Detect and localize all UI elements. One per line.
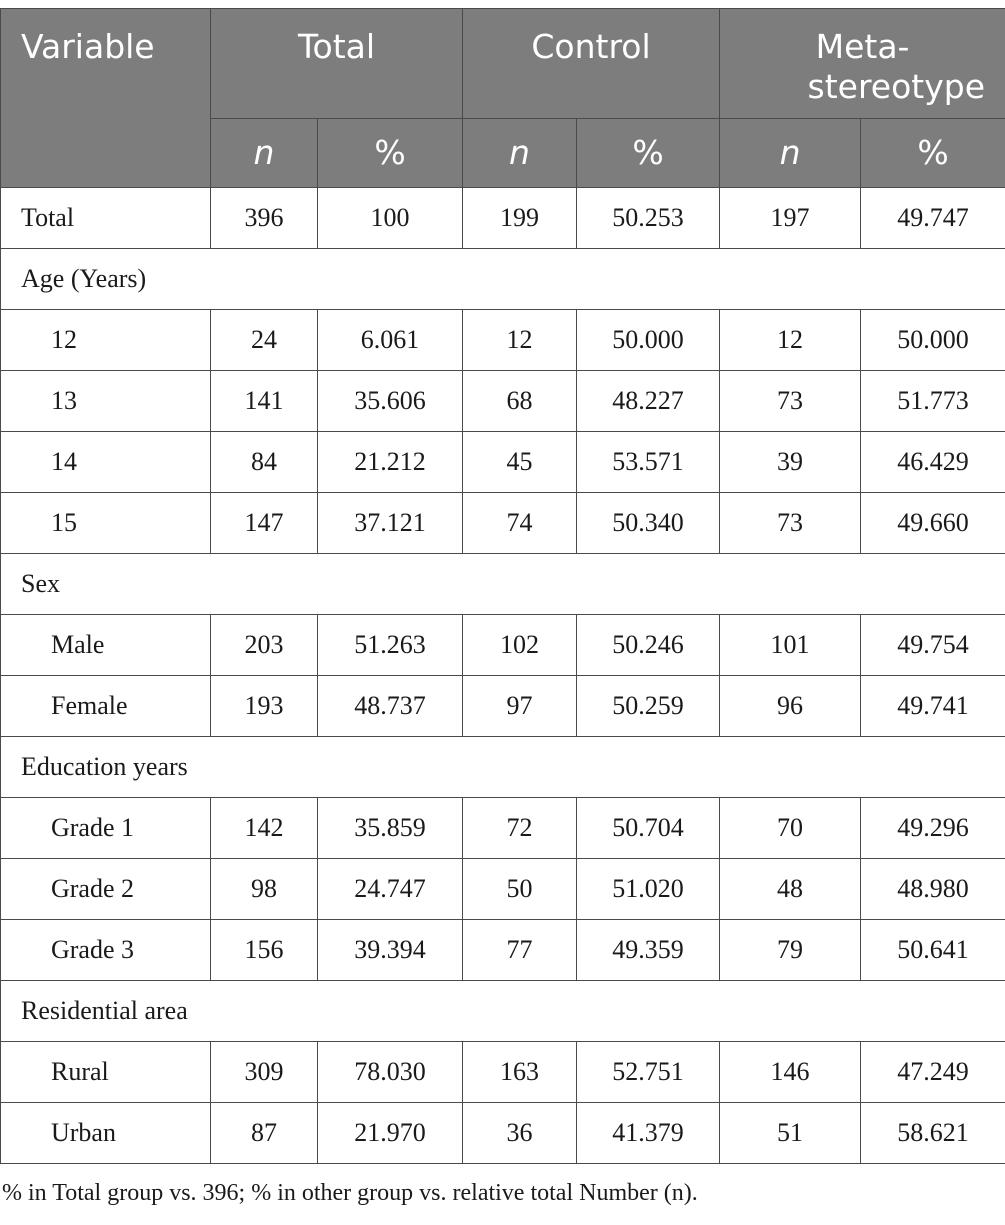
cell: 41.379 bbox=[577, 1103, 720, 1164]
cell: 96 bbox=[720, 676, 861, 737]
cell: 37.121 bbox=[318, 493, 463, 554]
section-title: Education years bbox=[1, 737, 1005, 798]
table-row-total bbox=[1, 188, 1005, 249]
cell: 50.704 bbox=[577, 798, 720, 859]
table-row bbox=[1, 920, 1005, 981]
cell: 39 bbox=[720, 432, 861, 493]
row-label: Male bbox=[1, 615, 211, 676]
table-row bbox=[1, 432, 1005, 493]
cell: 50.340 bbox=[577, 493, 720, 554]
cell: 48.737 bbox=[318, 676, 463, 737]
cell: 49.741 bbox=[861, 676, 1005, 737]
header-sub-n: n bbox=[211, 119, 318, 188]
section-title: Age (Years) bbox=[1, 249, 1005, 310]
row-label: Rural bbox=[1, 1042, 211, 1103]
cell: 203 bbox=[211, 615, 318, 676]
cell: 156 bbox=[211, 920, 318, 981]
cell: 50 bbox=[463, 859, 577, 920]
header-sub-percent: % bbox=[577, 119, 720, 188]
cell: 39.394 bbox=[318, 920, 463, 981]
cell: 73 bbox=[720, 371, 861, 432]
header-group-total: Total bbox=[211, 9, 463, 119]
cell: 51.773 bbox=[861, 371, 1005, 432]
header-group-meta-stereotype bbox=[720, 9, 1005, 119]
cell: 98 bbox=[211, 859, 318, 920]
cell: 49.747 bbox=[861, 188, 1005, 249]
cell: 21.212 bbox=[318, 432, 463, 493]
cell: 50.246 bbox=[577, 615, 720, 676]
cell: 72 bbox=[463, 798, 577, 859]
cell: 50.253 bbox=[577, 188, 720, 249]
cell: 24.747 bbox=[318, 859, 463, 920]
header-sub-percent: % bbox=[318, 119, 463, 188]
cell: 50.000 bbox=[577, 310, 720, 371]
cell: 197 bbox=[720, 188, 861, 249]
cell: 51 bbox=[720, 1103, 861, 1164]
cell: 147 bbox=[211, 493, 318, 554]
cell: 50.000 bbox=[861, 310, 1005, 371]
row-label: Urban bbox=[1, 1103, 211, 1164]
cell: 193 bbox=[211, 676, 318, 737]
cell: 49.359 bbox=[577, 920, 720, 981]
cell: 52.751 bbox=[577, 1042, 720, 1103]
section-title: Sex bbox=[1, 554, 1005, 615]
header-sub-percent: % bbox=[861, 119, 1005, 188]
cell: 49.296 bbox=[861, 798, 1005, 859]
section-row-education bbox=[1, 737, 1005, 798]
table-row bbox=[1, 615, 1005, 676]
cell: 78.030 bbox=[318, 1042, 463, 1103]
section-row-sex bbox=[1, 554, 1005, 615]
cell: 77 bbox=[463, 920, 577, 981]
cell: 50.641 bbox=[861, 920, 1005, 981]
table-row bbox=[1, 310, 1005, 371]
cell: 396 bbox=[211, 188, 318, 249]
cell: 49.754 bbox=[861, 615, 1005, 676]
cell: 58.621 bbox=[861, 1103, 1005, 1164]
cell: 101 bbox=[720, 615, 861, 676]
cell: 51.020 bbox=[577, 859, 720, 920]
cell: 35.859 bbox=[318, 798, 463, 859]
cell: 6.061 bbox=[318, 310, 463, 371]
cell: 12 bbox=[720, 310, 861, 371]
cell: 142 bbox=[211, 798, 318, 859]
cell: 70 bbox=[720, 798, 861, 859]
cell: 68 bbox=[463, 371, 577, 432]
cell: 102 bbox=[463, 615, 577, 676]
table-row bbox=[1, 859, 1005, 920]
table-row bbox=[1, 798, 1005, 859]
header-sub-n: n bbox=[720, 119, 861, 188]
cell: 141 bbox=[211, 371, 318, 432]
row-label: Grade 3 bbox=[1, 920, 211, 981]
cell: 24 bbox=[211, 310, 318, 371]
cell: 79 bbox=[720, 920, 861, 981]
row-label: 14 bbox=[1, 432, 211, 493]
cell: 87 bbox=[211, 1103, 318, 1164]
row-label: Total bbox=[1, 188, 211, 249]
table-header bbox=[1, 9, 1005, 188]
row-label: Grade 1 bbox=[1, 798, 211, 859]
row-label: Female bbox=[1, 676, 211, 737]
table-footnote: % in Total group vs. 396; % in other group vs. relative total Number (n). bbox=[2, 1180, 698, 1206]
header-variable: Variable bbox=[1, 9, 211, 188]
cell: 35.606 bbox=[318, 371, 463, 432]
cell: 45 bbox=[463, 432, 577, 493]
cell: 48.227 bbox=[577, 371, 720, 432]
table-row bbox=[1, 1042, 1005, 1103]
cell: 36 bbox=[463, 1103, 577, 1164]
cell: 51.263 bbox=[318, 615, 463, 676]
section-row-residential bbox=[1, 981, 1005, 1042]
cell: 48 bbox=[720, 859, 861, 920]
row-label: Grade 2 bbox=[1, 859, 211, 920]
header-sub-n: n bbox=[463, 119, 577, 188]
cell: 53.571 bbox=[577, 432, 720, 493]
section-row-age bbox=[1, 249, 1005, 310]
row-label: 15 bbox=[1, 493, 211, 554]
demographics-table bbox=[0, 8, 1005, 1164]
cell: 74 bbox=[463, 493, 577, 554]
cell: 48.980 bbox=[861, 859, 1005, 920]
section-title: Residential area bbox=[1, 981, 1005, 1042]
cell: 163 bbox=[463, 1042, 577, 1103]
cell: 21.970 bbox=[318, 1103, 463, 1164]
cell: 73 bbox=[720, 493, 861, 554]
cell: 46.429 bbox=[861, 432, 1005, 493]
cell: 49.660 bbox=[861, 493, 1005, 554]
table-body bbox=[1, 188, 1005, 1164]
cell: 309 bbox=[211, 1042, 318, 1103]
header-group-meta-stereotype-label: Meta-stereotype bbox=[807, 27, 986, 106]
row-label: 13 bbox=[1, 371, 211, 432]
table-row bbox=[1, 1103, 1005, 1164]
table-row bbox=[1, 493, 1005, 554]
row-label: 12 bbox=[1, 310, 211, 371]
cell: 146 bbox=[720, 1042, 861, 1103]
cell: 100 bbox=[318, 188, 463, 249]
header-group-control: Control bbox=[463, 9, 720, 119]
table-row bbox=[1, 676, 1005, 737]
cell: 97 bbox=[463, 676, 577, 737]
cell: 84 bbox=[211, 432, 318, 493]
cell: 47.249 bbox=[861, 1042, 1005, 1103]
cell: 199 bbox=[463, 188, 577, 249]
table-row bbox=[1, 371, 1005, 432]
cell: 50.259 bbox=[577, 676, 720, 737]
cell: 12 bbox=[463, 310, 577, 371]
